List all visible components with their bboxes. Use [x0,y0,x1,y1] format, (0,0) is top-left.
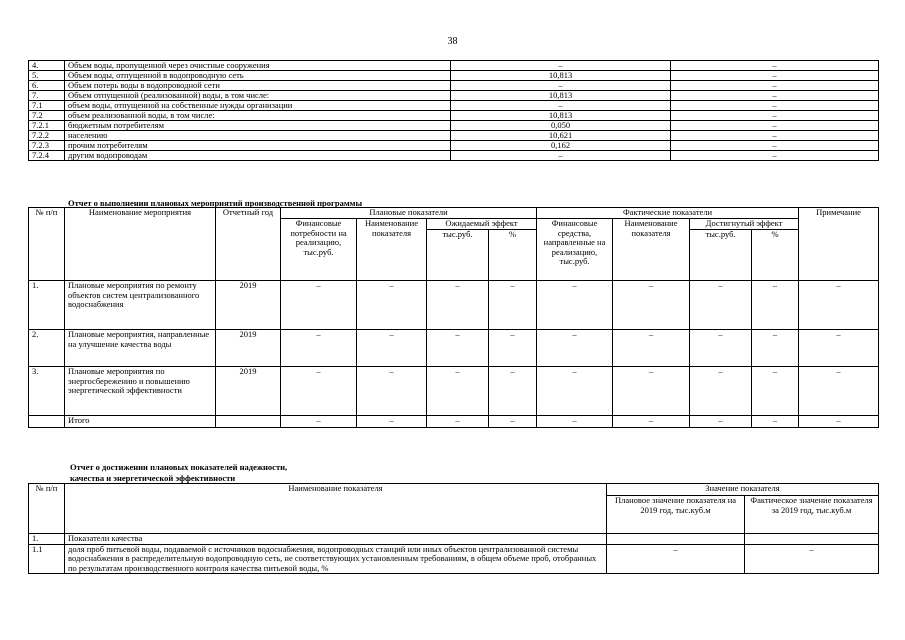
total-value: – [537,416,613,428]
measure-name: Плановые мероприятия по энергосбережению и повышению энергетической эффективности [65,367,216,416]
row-name: Объем отпущенной (реализованной) воды, в том числе: [65,91,451,101]
row-value-2: – [671,141,879,151]
row-value-2: – [671,151,879,161]
total-row [29,416,879,428]
measure-number: 3. [29,367,65,416]
measure-value: – [690,367,752,416]
measure-year: 2019 [216,330,281,367]
header-name: Наименование мероприятия [65,208,216,281]
table-row [29,121,879,131]
total-value: – [613,416,690,428]
measure-value: – [752,330,799,367]
indicators-header-value: Значение показателя [607,484,879,496]
header-thous-rub2: тыс.руб. [690,230,752,281]
measure-name: Плановые мероприятия по ремонту объектов систем централизованного водоснабжения [65,281,216,330]
table-row [29,111,879,121]
measure-note: – [799,330,879,367]
measure-value: – [427,281,489,330]
measure-value: – [613,367,690,416]
measure-value: – [489,367,537,416]
header-thous-rub: тыс.руб. [427,230,489,281]
header-ind-name: Наименование показателя [357,219,427,281]
measure-value: – [489,281,537,330]
row-name: объем реализованной воды, в том числе: [65,111,451,121]
measure-value: – [537,330,613,367]
indicators-header-actual: Фактическое значение показателя за 2019 год, тыс.куб.м [745,496,879,534]
row-number: 5. [29,71,65,81]
total-value: – [752,416,799,428]
planned-measures-table [28,207,879,428]
row-value-2: – [671,81,879,91]
indicators-table [28,483,879,574]
measure-value: – [613,330,690,367]
row-value-1: – [451,151,671,161]
header-expected-effect: Ожидаемый эффект [427,219,537,230]
row-value-1: – [451,61,671,71]
row-number: 7.2.2 [29,131,65,141]
measure-value: – [357,330,427,367]
row-name: другим водопроводам [65,151,451,161]
table-row [29,131,879,141]
measure-value: – [537,281,613,330]
measure-note: – [799,367,879,416]
table-row [29,141,879,151]
total-empty-cell [29,416,65,428]
header-planned: Плановые показатели [281,208,537,219]
indicator-actual-value [745,534,879,545]
row-value-2: – [671,71,879,81]
measure-value: – [752,367,799,416]
row-value-2: – [671,131,879,141]
measure-value: – [427,330,489,367]
total-empty-cell [216,416,281,428]
row-number: 7.2 [29,111,65,121]
row-name: Объем потерь воды в водопроводной сети [65,81,451,91]
section2-title: Отчет о выполнении плановых мероприятий производственной программы [68,198,363,208]
measure-value: – [281,281,357,330]
total-label: Итого [65,416,216,428]
indicators-header-planned: Плановое значение показателя на 2019 год, тыс.куб.м [607,496,745,534]
indicator-actual-value: – [745,544,879,574]
measure-note: – [799,281,879,330]
measure-value: – [752,281,799,330]
header-num: № п/п [29,208,65,281]
row-name: прочим потребителям [65,141,451,151]
total-value: – [281,416,357,428]
row-value-2: – [671,111,879,121]
header-ind-name2: Наименование показателя [613,219,690,281]
measure-year: 2019 [216,281,281,330]
row-value-1: 10,813 [451,111,671,121]
water-volume-table [28,60,879,161]
row-name: населению [65,131,451,141]
row-value-2: – [671,61,879,71]
indicator-planned-value [607,534,745,545]
measure-name: Плановые мероприятия, направленные на улучшение качества воды [65,330,216,367]
measure-value: – [281,330,357,367]
row-number: 6. [29,81,65,91]
indicator-number: 1.1 [29,544,65,574]
total-value: – [427,416,489,428]
row-number: 4. [29,61,65,71]
row-value-1: 10,813 [451,71,671,81]
header-percent2: % [752,230,799,281]
indicator-planned-value: – [607,544,745,574]
row-number: 7.1 [29,101,65,111]
header-note: Примечание [799,208,879,281]
table-row [29,61,879,71]
table-row [29,281,879,330]
total-value: – [690,416,752,428]
measure-value: – [613,281,690,330]
table-row [29,367,879,416]
total-value: – [357,416,427,428]
row-value-2: – [671,121,879,131]
indicators-header-num: № п/п [29,484,65,534]
row-name: объем воды, отпущенной на собственные нужды организации [65,101,451,111]
measure-value: – [690,281,752,330]
header-percent: % [489,230,537,281]
row-value-1: 10,813 [451,91,671,101]
row-name: бюджетным потребителям [65,121,451,131]
row-value-1: – [451,101,671,111]
row-value-1: 0,050 [451,121,671,131]
row-value-2: – [671,91,879,101]
measure-value: – [357,281,427,330]
header-fin-spent: Финансовые средства, направленные на реализацию, тыс.руб. [537,219,613,281]
row-value-2: – [671,101,879,111]
table-row [29,91,879,101]
indicators-header-name: Наименование показателя [65,484,607,534]
section3-title-line2: качества и энергетической эффективности [70,473,236,483]
measure-value: – [357,367,427,416]
row-number: 7. [29,91,65,101]
row-value-1: 0,162 [451,141,671,151]
measure-number: 1. [29,281,65,330]
header-actual: Фактические показатели [537,208,799,219]
row-number: 7.2.1 [29,121,65,131]
header-fin-need: Финансовые потребности на реализацию, тыс.руб. [281,219,357,281]
measure-value: – [427,367,489,416]
row-number: 7.2.4 [29,151,65,161]
header-year: Отчетный год [216,208,281,281]
measure-value: – [489,330,537,367]
row-value-1: 10,621 [451,131,671,141]
measure-number: 2. [29,330,65,367]
measure-value: – [690,330,752,367]
table-row [29,544,879,574]
row-number: 7.2.3 [29,141,65,151]
indicator-name: Показатели качества [65,534,607,545]
measure-value: – [537,367,613,416]
table-row [29,81,879,91]
table-row [29,71,879,81]
row-name: Объем воды, пропущенной через очистные сооружения [65,61,451,71]
table-row [29,330,879,367]
table-row [29,151,879,161]
row-name: Объем воды, отпущенной в водопроводную сеть [65,71,451,81]
indicator-name: доля проб питьевой воды, подаваемой с источников водоснабжения, водопроводных станций или иных объектов централизованной системы водоснабжения в распределительную водопроводную сеть, не соответствующих установленным требованиям, в общем объеме проб, отобранных по результатам производственного контроля качества питьевой воды, % [65,544,607,574]
row-value-1: – [451,81,671,91]
measure-value: – [281,367,357,416]
total-value: – [489,416,537,428]
header-achieved-effect: Достигнутый эффект [690,219,799,230]
page-number: 38 [447,36,458,47]
indicator-number: 1. [29,534,65,545]
table-row [29,534,879,545]
table-row [29,101,879,111]
total-value: – [799,416,879,428]
measure-year: 2019 [216,367,281,416]
section3-title-line1: Отчет о достижении плановых показателей надежности, [70,462,288,472]
